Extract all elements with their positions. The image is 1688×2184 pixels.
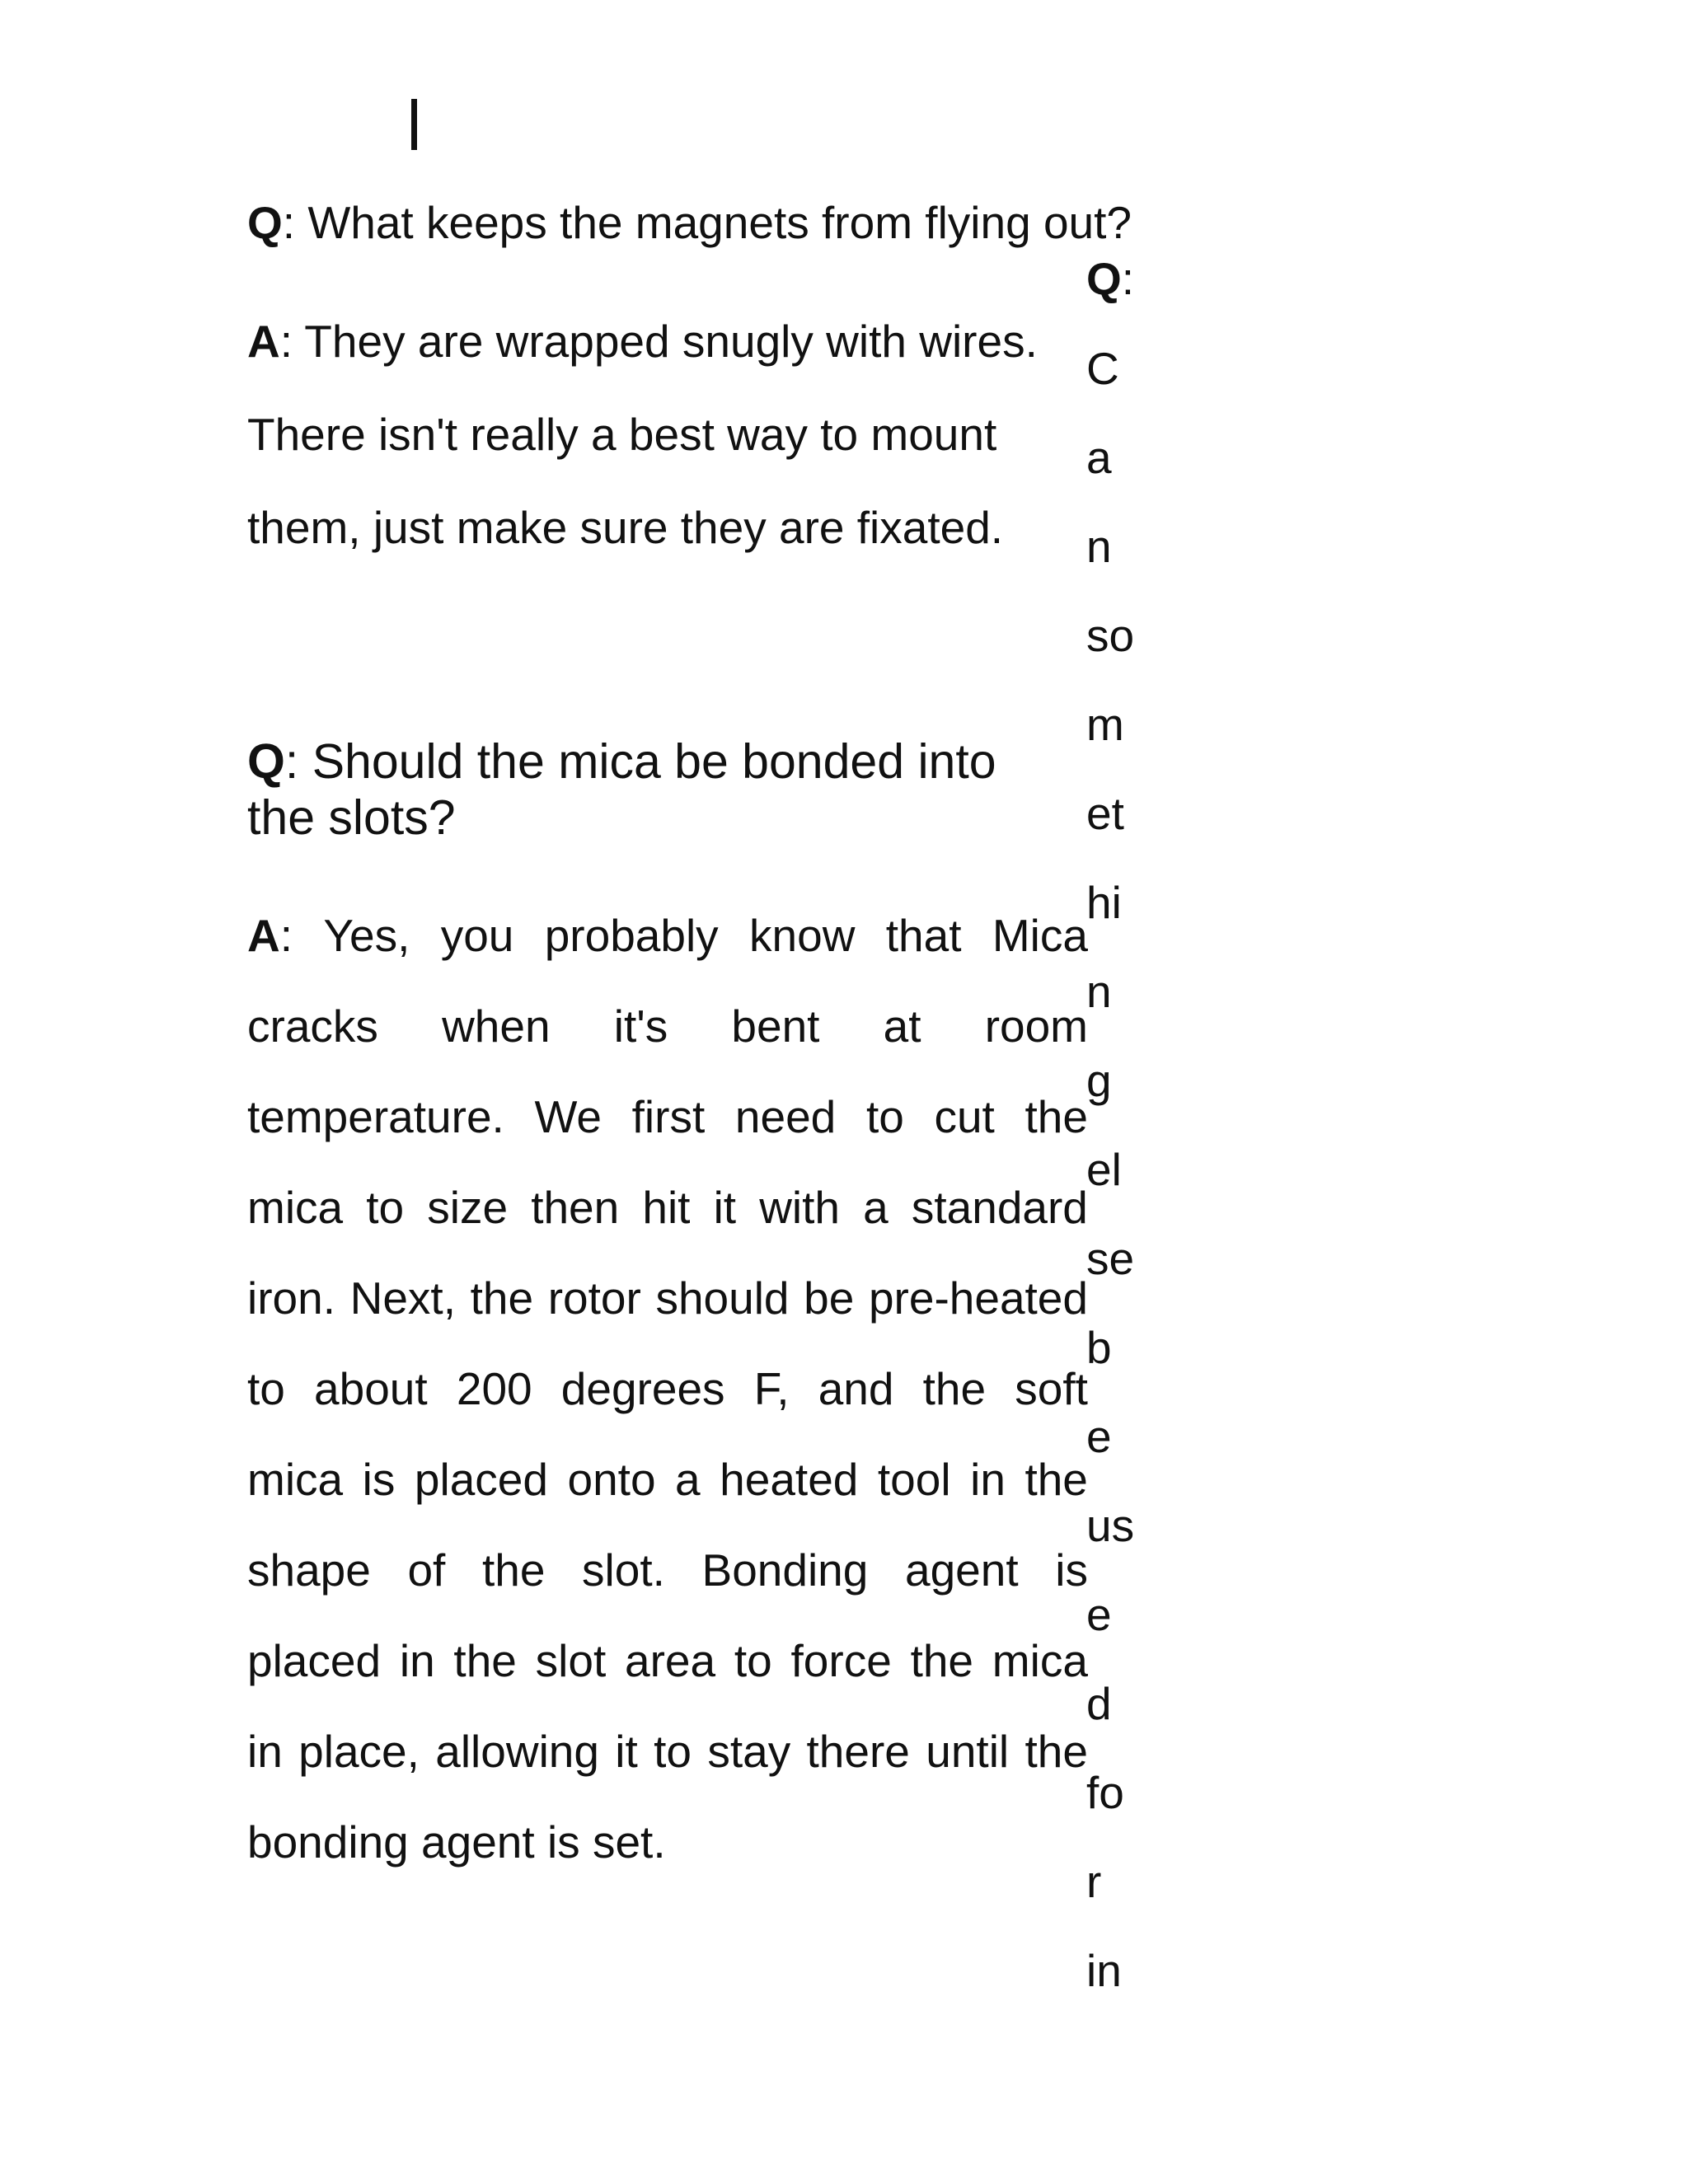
- question-3-fragment: a: [1086, 432, 1112, 483]
- question-3-fragment: r: [1086, 1856, 1102, 1907]
- question-3-fragment: e: [1086, 1411, 1112, 1462]
- question-3-fragment: d: [1086, 1678, 1112, 1729]
- question-1-label: Q: [247, 197, 283, 248]
- answer-2-line-6: to about 200 degrees F, and the soft: [247, 1363, 1088, 1414]
- answer-2-line-3: temperature. We first need to cut the: [247, 1091, 1088, 1142]
- answer-2-line-8: shape of the slot. Bonding agent is: [247, 1544, 1088, 1596]
- answer-1-line-3: them, just make sure they are fixated.: [247, 502, 1004, 553]
- answer-2-line-9: placed in the slot area to force the mica: [247, 1635, 1088, 1686]
- question-3-fragment: b: [1086, 1322, 1112, 1373]
- answer-2-line-2: cracks when it's bent at room: [247, 1001, 1088, 1052]
- question-2-text: : Should the mica be bonded into the slots?: [247, 734, 996, 845]
- question-3-fragment: C: [1086, 343, 1119, 394]
- answer-2-line-11: bonding agent is set.: [247, 1816, 666, 1868]
- question-3-fragment: us: [1086, 1500, 1135, 1551]
- answer-2-line-7: mica is placed onto a heated tool in the: [247, 1454, 1088, 1505]
- question-1: [247, 198, 1132, 247]
- question-3-fragment: et: [1086, 788, 1124, 839]
- question-3-fragment: in: [1086, 1945, 1122, 1996]
- answer-2-line-5: iron. Next, the rotor should be pre-heated: [247, 1272, 1088, 1324]
- question-1-text: : What keeps the magnets from flying out?: [282, 197, 1132, 248]
- answer-2-line-10: in place, allowing it to stay there until the: [247, 1726, 1088, 1777]
- question-3-fragment: so: [1086, 610, 1135, 661]
- question-3-fragment: fo: [1086, 1767, 1124, 1818]
- question-3-fragment: n: [1086, 521, 1112, 572]
- question-2-label: Q: [247, 734, 285, 789]
- question-2: [247, 733, 1063, 846]
- question-3-fragment: e: [1086, 1589, 1112, 1640]
- question-3-fragment: m: [1086, 699, 1124, 750]
- question-3-fragment: hi: [1086, 877, 1122, 928]
- answer-2-line-1: A: Yes, you probably know that Mica: [247, 910, 1088, 961]
- answer-1-line-1: A: They are wrapped snugly with wires.: [247, 316, 1038, 367]
- question-3-fragment: g: [1086, 1055, 1112, 1106]
- question-3-fragment: n: [1086, 966, 1112, 1017]
- question-3-fragment: el: [1086, 1144, 1122, 1195]
- answer-2-label: A: [247, 910, 280, 961]
- text-cursor: [411, 99, 417, 150]
- question-3-fragment: se: [1086, 1233, 1135, 1284]
- answer-1-line-2: There isn't really a best way to mount: [247, 409, 997, 460]
- answer-2-line-4: mica to size then hit it with a standard: [247, 1182, 1088, 1233]
- answer-1-label: A: [247, 316, 280, 367]
- question-3-label: Q:: [1086, 253, 1135, 304]
